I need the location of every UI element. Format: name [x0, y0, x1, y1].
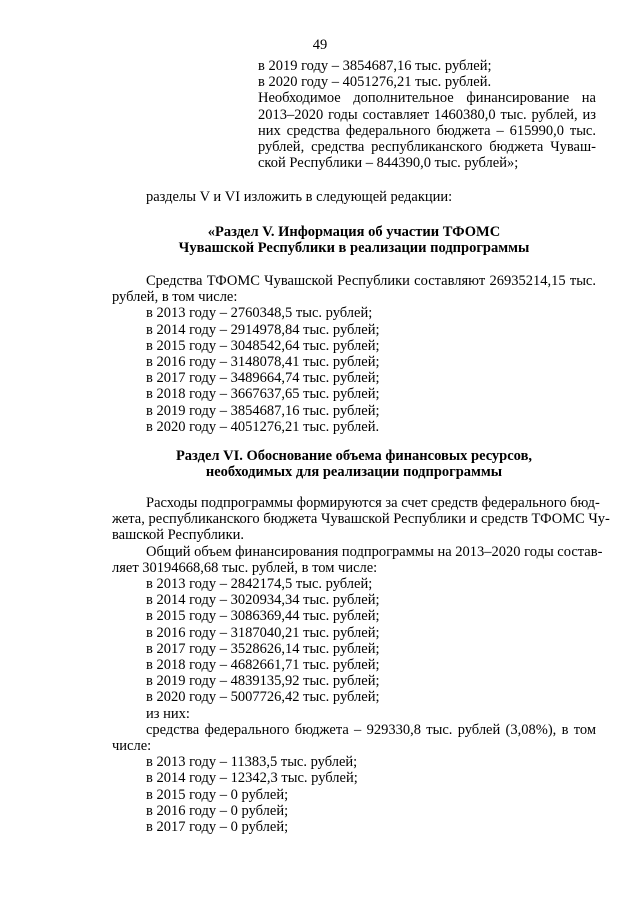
text-line: жета, республиканского бюджета Чувашской Республики и средств ТФОМС Чу-	[112, 511, 610, 528]
section-5-heading	[112, 224, 596, 256]
text-line: средства федерального бюджета – 929330,8 тыс. рублей (3,08%), в том	[146, 721, 596, 738]
heading-line: необходимых для реализации подпрограммы	[205, 464, 503, 481]
list-item: в 2020 году – 5007726,42 тыс. рублей;	[146, 689, 380, 706]
list-item: в 2018 году – 3667637,65 тыс. рублей;	[146, 386, 380, 403]
list-item: в 2019 году – 3854687,16 тыс. рублей;	[146, 402, 380, 419]
text-line: ской Республики – 844390,0 тыс. рублей»;	[258, 155, 519, 172]
list-item: в 2020 году – 4051276,21 тыс. рублей.	[146, 418, 380, 435]
text-line: Общий объем финансирования подпрограммы на 2013–2020 годы состав-	[146, 543, 603, 560]
section-5-body	[112, 273, 596, 435]
list-item: в 2017 году – 0 рублей;	[146, 819, 289, 836]
text-line: в 2020 году – 4051276,21 тыс. рублей.	[258, 74, 492, 91]
list-item: в 2014 году – 12342,3 тыс. рублей;	[146, 770, 358, 787]
text-line: вашской Республики.	[112, 527, 245, 544]
text-line: числе:	[112, 738, 152, 755]
list-item: в 2013 году – 2760348,5 тыс. рублей;	[146, 305, 373, 322]
intro-paragraph	[112, 189, 596, 205]
text-line: 2013–2020 годы составляет 1460380,0 тыс. рублей, из	[258, 106, 596, 123]
list-item: в 2015 году – 3048542,64 тыс. рублей;	[146, 337, 380, 354]
list-item: в 2017 году – 3528626,14 тыс. рублей;	[146, 640, 380, 657]
list-item: в 2014 году – 2914978,84 тыс. рублей;	[146, 321, 380, 338]
list-item: в 2017 году – 3489664,74 тыс. рублей;	[146, 370, 380, 387]
list-item: в 2015 году – 0 рублей;	[146, 786, 289, 803]
text-line: Необходимое дополнительное финансирование на	[258, 90, 596, 107]
list-item: в 2018 году – 4682661,71 тыс. рублей;	[146, 657, 380, 674]
text-line: рублей, средства республиканского бюджета Чуваш-	[258, 139, 596, 156]
text-line: них средства федерального бюджета – 615990,0 тыс.	[258, 122, 596, 139]
quoted-passport-block	[258, 58, 596, 171]
list-item: в 2019 году – 4839135,92 тыс. рублей;	[146, 673, 380, 690]
text-line: из них:	[146, 705, 190, 722]
list-item: в 2016 году – 0 рублей;	[146, 802, 289, 819]
text-line: рублей, в том числе:	[112, 289, 238, 306]
text-line: Расходы подпрограммы формируются за счет средств федерального бюд-	[146, 495, 600, 511]
heading-line: «Раздел V. Информация об участии ТФОМС	[207, 224, 501, 240]
list-item: в 2013 году – 11383,5 тыс. рублей;	[146, 754, 358, 771]
section-6-body	[112, 495, 610, 836]
list-item: в 2014 году – 3020934,34 тыс. рублей;	[146, 592, 380, 609]
page-number: 49	[312, 37, 328, 53]
heading-line: Раздел VI. Обоснование объема финансовых ресурсов,	[175, 448, 533, 464]
text-line: в 2019 году – 3854687,16 тыс. рублей;	[258, 58, 492, 74]
list-item: в 2016 году – 3187040,21 тыс. рублей;	[146, 624, 380, 641]
heading-line: Чувашской Республики в реализации подпрограммы	[178, 240, 530, 257]
list-item: в 2015 году – 3086369,44 тыс. рублей;	[146, 608, 380, 625]
list-item: в 2013 году – 2842174,5 тыс. рублей;	[146, 576, 373, 593]
list-item: в 2016 году – 3148078,41 тыс. рублей;	[146, 354, 380, 371]
text-line: разделы V и VI изложить в следующей редакции:	[146, 189, 453, 205]
text-line: ляет 30194668,68 тыс. рублей, в том числе:	[112, 559, 378, 576]
section-6-heading	[112, 448, 596, 480]
text-line: Средства ТФОМС Чувашской Республики составляют 26935214,15 тыс.	[146, 273, 596, 289]
